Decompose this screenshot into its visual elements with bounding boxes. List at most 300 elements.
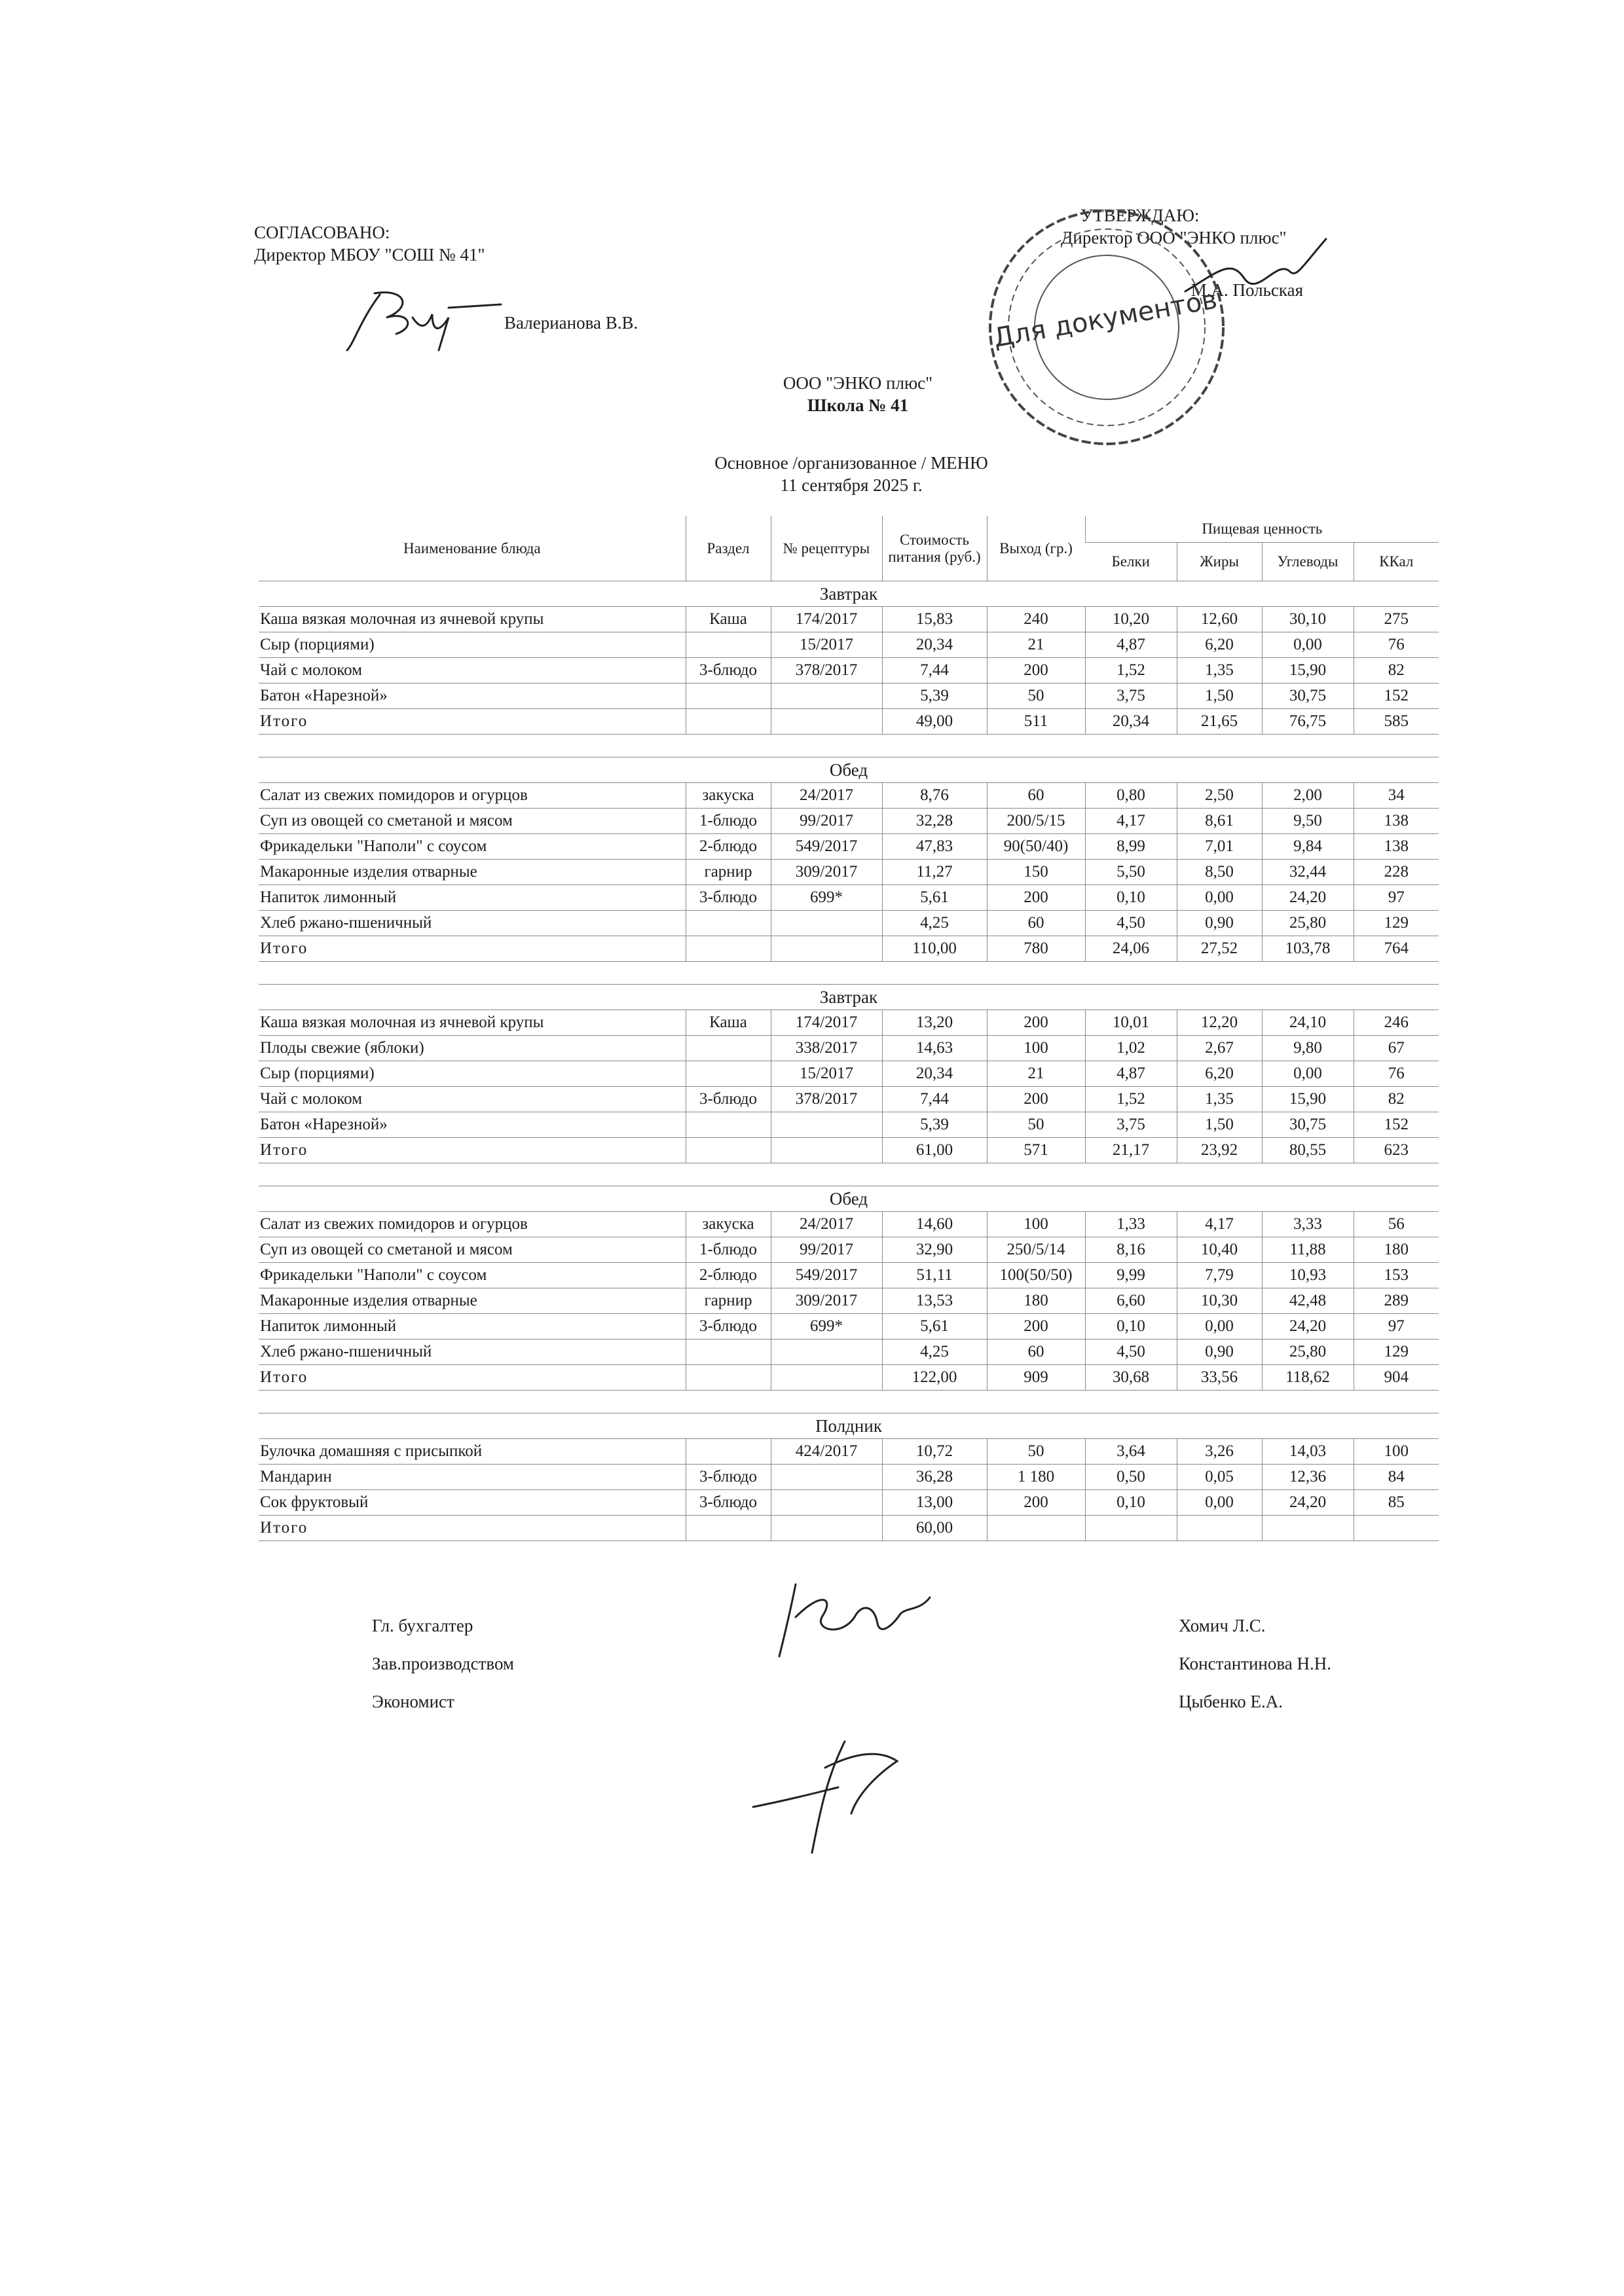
dish-recipe: 174/2017 [771,1010,882,1036]
dish-name: Чай с молоком [259,658,686,683]
dish-cost: 32,28 [882,809,987,834]
dish-yield: 200 [987,1490,1085,1516]
dish-name: Фрикадельки "Наполи" с соусом [259,1263,686,1288]
dish-yield: 250/5/14 [987,1237,1085,1263]
dish-fat: 10,30 [1177,1288,1262,1314]
dish-recipe: 15/2017 [771,1061,882,1087]
dish-cost: 13,00 [882,1490,987,1516]
dish-section: 3-блюдо [686,658,771,683]
dish-yield: 1 180 [987,1465,1085,1490]
table-row [259,1036,1439,1061]
total-fat: 33,56 [1177,1365,1262,1391]
meal-title: Обед [259,1186,1439,1212]
dish-cost: 10,72 [882,1439,987,1465]
dish-yield: 150 [987,860,1085,885]
dish-fat: 1,50 [1177,1112,1262,1138]
dish-name: Плоды свежие (яблоки) [259,1036,686,1061]
table-row [259,1465,1439,1490]
total-empty [686,1365,771,1391]
table-row [259,1112,1439,1138]
total-empty [771,936,882,962]
dish-recipe: 549/2017 [771,834,882,860]
dish-section: 1-блюдо [686,1237,771,1263]
dish-name: Суп из овощей со сметаной и мясом [259,1237,686,1263]
dish-carbs: 9,50 [1262,809,1354,834]
dish-recipe: 338/2017 [771,1036,882,1061]
col-header-kcal: ККал [1354,543,1439,581]
dish-fat: 0,00 [1177,1314,1262,1339]
dish-yield: 200/5/15 [987,809,1085,834]
company-header [655,372,1061,416]
table-row [259,1490,1439,1516]
dish-carbs: 25,80 [1262,1339,1354,1365]
total-yield: 571 [987,1138,1085,1163]
total-row [259,1138,1439,1163]
approval-left-role: Директор МБОУ "СОШ № 41" [254,245,485,264]
dish-fat: 1,35 [1177,1087,1262,1112]
dish-yield: 100 [987,1212,1085,1237]
total-empty [686,1516,771,1541]
dish-protein: 1,02 [1085,1036,1177,1061]
dish-kcal: 56 [1354,1212,1439,1237]
dish-recipe [771,1465,882,1490]
dish-recipe: 99/2017 [771,1237,882,1263]
dish-protein: 4,50 [1085,911,1177,936]
total-kcal: 623 [1354,1138,1439,1163]
spacer-row [259,735,1439,757]
meal-title: Полдник [259,1413,1439,1439]
dish-yield: 50 [987,1439,1085,1465]
dish-protein: 6,60 [1085,1288,1177,1314]
dish-yield: 90(50/40) [987,834,1085,860]
meal-header-row [259,985,1439,1010]
table-row [259,1314,1439,1339]
dish-name: Чай с молоком [259,1087,686,1112]
total-protein [1085,1516,1177,1541]
spacer-row [259,1391,1439,1413]
total-yield: 511 [987,709,1085,735]
table-row [259,1087,1439,1112]
table-row [259,834,1439,860]
dish-yield: 240 [987,607,1085,632]
dish-recipe: 15/2017 [771,632,882,658]
dish-protein: 10,20 [1085,607,1177,632]
meal-title: Обед [259,757,1439,783]
dish-protein: 4,17 [1085,809,1177,834]
dish-recipe [771,1339,882,1365]
dish-kcal: 129 [1354,911,1439,936]
dish-kcal: 97 [1354,1314,1439,1339]
col-header-recipe: № рецептуры [771,516,882,581]
dish-recipe: 174/2017 [771,607,882,632]
dish-section: закуска [686,783,771,809]
dish-section [686,1339,771,1365]
col-header-section: Раздел [686,516,771,581]
dish-section: гарнир [686,860,771,885]
dish-yield: 200 [987,1087,1085,1112]
dish-name: Сыр (порциями) [259,632,686,658]
total-empty [686,1138,771,1163]
total-empty [771,1365,882,1391]
dish-section: закуска [686,1212,771,1237]
dish-section: гарнир [686,1288,771,1314]
table-row [259,1061,1439,1087]
approval-right-role: Директор ООО "ЭНКО плюс" [1061,228,1287,247]
dish-recipe: 309/2017 [771,1288,882,1314]
dish-section: 2-блюдо [686,834,771,860]
dish-name: Сыр (порциями) [259,1061,686,1087]
dish-section: 3-блюдо [686,1314,771,1339]
dish-protein: 1,33 [1085,1212,1177,1237]
dish-carbs: 11,88 [1262,1237,1354,1263]
dish-section [686,1112,771,1138]
dish-name: Сок фруктовый [259,1490,686,1516]
dish-cost: 36,28 [882,1465,987,1490]
dish-section: Каша [686,1010,771,1036]
staff-position: Гл. бухгалтер [372,1616,473,1635]
dish-fat: 1,35 [1177,658,1262,683]
total-carbs: 103,78 [1262,936,1354,962]
total-cost: 122,00 [882,1365,987,1391]
dish-cost: 15,83 [882,607,987,632]
total-name: Итого [259,1516,686,1541]
staff-row [372,1692,1354,1730]
dish-carbs: 12,36 [1262,1465,1354,1490]
meal-header-row [259,1186,1439,1212]
dish-cost: 7,44 [882,1087,987,1112]
dish-section: 3-блюдо [686,1490,771,1516]
dish-name: Суп из овощей со сметаной и мясом [259,809,686,834]
total-empty [771,709,882,735]
total-kcal: 764 [1354,936,1439,962]
total-protein: 20,34 [1085,709,1177,735]
dish-protein: 4,87 [1085,632,1177,658]
dish-protein: 0,10 [1085,1314,1177,1339]
dish-cost: 13,20 [882,1010,987,1036]
dish-carbs: 30,75 [1262,683,1354,709]
dish-fat: 12,20 [1177,1010,1262,1036]
table-row [259,1263,1439,1288]
table-row [259,860,1439,885]
table-row [259,1010,1439,1036]
dish-fat: 10,40 [1177,1237,1262,1263]
spacer-cell [259,962,1439,985]
dish-cost: 51,11 [882,1263,987,1288]
dish-protein: 0,10 [1085,885,1177,911]
table-row [259,783,1439,809]
dish-protein: 3,75 [1085,683,1177,709]
menu-header [642,452,1061,496]
dish-carbs: 24,20 [1262,1314,1354,1339]
spacer-cell [259,735,1439,757]
menu-date: 11 сентября 2025 г. [780,475,923,495]
table-row [259,632,1439,658]
dish-cost: 14,63 [882,1036,987,1061]
dish-cost: 20,34 [882,632,987,658]
dish-carbs: 10,93 [1262,1263,1354,1288]
meal-title: Завтрак [259,581,1439,607]
dish-carbs: 25,80 [1262,911,1354,936]
dish-kcal: 76 [1354,1061,1439,1087]
dish-kcal: 138 [1354,834,1439,860]
dish-name: Каша вязкая молочная из ячневой крупы [259,607,686,632]
dish-carbs: 30,10 [1262,607,1354,632]
company-name: ООО "ЭНКО плюс" [783,373,933,393]
total-carbs: 80,55 [1262,1138,1354,1163]
total-row [259,936,1439,962]
table-row [259,911,1439,936]
dish-kcal: 246 [1354,1010,1439,1036]
dish-kcal: 67 [1354,1036,1439,1061]
dish-protein: 5,50 [1085,860,1177,885]
dish-cost: 5,61 [882,885,987,911]
dish-name: Батон «Нарезной» [259,1112,686,1138]
dish-cost: 13,53 [882,1288,987,1314]
dish-protein: 10,01 [1085,1010,1177,1036]
dish-recipe: 24/2017 [771,1212,882,1237]
dish-section: 1-блюдо [686,809,771,834]
dish-kcal: 152 [1354,1112,1439,1138]
dish-fat: 1,50 [1177,683,1262,709]
dish-carbs: 15,90 [1262,1087,1354,1112]
table-row [259,683,1439,709]
dish-fat: 4,17 [1177,1212,1262,1237]
dish-carbs: 24,20 [1262,1490,1354,1516]
col-header-name: Наименование блюда [259,516,686,581]
staff-row [372,1616,1354,1654]
col-header-nutrition: Пищевая ценность [1085,516,1439,543]
dish-carbs: 2,00 [1262,783,1354,809]
dish-kcal: 34 [1354,783,1439,809]
staff-row [372,1654,1354,1692]
dish-protein: 4,87 [1085,1061,1177,1087]
dish-protein: 0,50 [1085,1465,1177,1490]
dish-recipe [771,683,882,709]
dish-cost: 5,61 [882,1314,987,1339]
dish-fat: 2,67 [1177,1036,1262,1061]
dish-protein: 9,99 [1085,1263,1177,1288]
total-name: Итого [259,936,686,962]
dish-carbs: 0,00 [1262,632,1354,658]
total-cost: 110,00 [882,936,987,962]
dish-kcal: 82 [1354,658,1439,683]
total-row [259,1516,1439,1541]
dish-section [686,1036,771,1061]
dish-name: Салат из свежих помидоров и огурцов [259,783,686,809]
dish-name: Напиток лимонный [259,885,686,911]
signature-left [334,282,504,354]
total-kcal [1354,1516,1439,1541]
dish-protein: 1,52 [1085,658,1177,683]
total-fat: 27,52 [1177,936,1262,962]
meal-header-row [259,1413,1439,1439]
dish-yield: 50 [987,1112,1085,1138]
dish-fat: 3,26 [1177,1439,1262,1465]
dish-name: Макаронные изделия отварные [259,860,686,885]
table-row [259,607,1439,632]
dish-name: Мандарин [259,1465,686,1490]
meal-header-row [259,757,1439,783]
total-kcal: 585 [1354,709,1439,735]
col-header-yield: Выход (гр.) [987,516,1085,581]
col-header-carbs: Углеводы [1262,543,1354,581]
dish-carbs: 32,44 [1262,860,1354,885]
dish-carbs: 24,20 [1262,885,1354,911]
dish-cost: 7,44 [882,658,987,683]
dish-name: Напиток лимонный [259,1314,686,1339]
total-protein: 21,17 [1085,1138,1177,1163]
col-header-cost: Стоимость питания (руб.) [882,516,987,581]
table-row [259,1339,1439,1365]
spacer-cell [259,1163,1439,1186]
school-name: Школа № 41 [807,395,909,415]
dish-fat: 6,20 [1177,632,1262,658]
staff-name: Хомич Л.С. [1179,1616,1266,1635]
dish-cost: 47,83 [882,834,987,860]
menu-table [259,516,1439,1541]
menu-body [259,581,1439,1541]
dish-fat: 2,50 [1177,783,1262,809]
table-row [259,658,1439,683]
total-cost: 60,00 [882,1516,987,1541]
approval-left-name: Валерианова В.В. [504,313,638,333]
approval-right-name: М.А. Польская [1190,280,1303,300]
dish-fat: 7,79 [1177,1263,1262,1288]
spacer-cell [259,1391,1439,1413]
dish-yield: 21 [987,632,1085,658]
dish-name: Батон «Нарезной» [259,683,686,709]
dish-kcal: 275 [1354,607,1439,632]
total-protein: 30,68 [1085,1365,1177,1391]
total-empty [771,1138,882,1163]
dish-name: Макаронные изделия отварные [259,1288,686,1314]
dish-fat: 8,61 [1177,809,1262,834]
total-yield: 909 [987,1365,1085,1391]
total-carbs [1262,1516,1354,1541]
total-name: Итого [259,709,686,735]
dish-kcal: 153 [1354,1263,1439,1288]
dish-section: 3-блюдо [686,1465,771,1490]
staff-block [372,1616,1354,1730]
dish-kcal: 97 [1354,885,1439,911]
dish-name: Хлеб ржано-пшеничный [259,1339,686,1365]
dish-recipe: 24/2017 [771,783,882,809]
dish-fat: 8,50 [1177,860,1262,885]
dish-fat: 0,90 [1177,911,1262,936]
table-row [259,1288,1439,1314]
dish-name: Каша вязкая молочная из ячневой крупы [259,1010,686,1036]
total-fat: 23,92 [1177,1138,1262,1163]
dish-recipe: 378/2017 [771,1087,882,1112]
dish-protein: 8,99 [1085,834,1177,860]
dish-carbs: 0,00 [1262,1061,1354,1087]
dish-fat: 7,01 [1177,834,1262,860]
total-protein: 24,06 [1085,936,1177,962]
total-fat [1177,1516,1262,1541]
table-row [259,1212,1439,1237]
dish-fat: 6,20 [1177,1061,1262,1087]
dish-fat: 0,05 [1177,1465,1262,1490]
dish-name: Хлеб ржано-пшеничный [259,911,686,936]
dish-kcal: 138 [1354,809,1439,834]
meal-title: Завтрак [259,985,1439,1010]
dish-recipe [771,1490,882,1516]
dish-protein: 3,64 [1085,1439,1177,1465]
approval-left-title: СОГЛАСОВАНО: [254,223,390,242]
dish-yield: 60 [987,911,1085,936]
total-cost: 61,00 [882,1138,987,1163]
dish-recipe [771,911,882,936]
dish-kcal: 84 [1354,1465,1439,1490]
total-fat: 21,65 [1177,709,1262,735]
total-carbs: 118,62 [1262,1365,1354,1391]
spacer-row [259,962,1439,985]
dish-cost: 20,34 [882,1061,987,1087]
dish-protein: 0,10 [1085,1490,1177,1516]
dish-kcal: 76 [1354,632,1439,658]
dish-recipe: 309/2017 [771,860,882,885]
dish-carbs: 14,03 [1262,1439,1354,1465]
total-name: Итого [259,1365,686,1391]
dish-fat: 12,60 [1177,607,1262,632]
dish-section [686,1439,771,1465]
menu-title: Основное /организованное / МЕНЮ [714,453,988,473]
dish-yield: 200 [987,1010,1085,1036]
total-yield: 780 [987,936,1085,962]
dish-section [686,911,771,936]
spacer-row [259,1163,1439,1186]
meal-header-row [259,581,1439,607]
staff-name: Константинова Н.Н. [1179,1654,1331,1673]
dish-cost: 14,60 [882,1212,987,1237]
dish-name: Фрикадельки "Наполи" с соусом [259,834,686,860]
total-cost: 49,00 [882,709,987,735]
dish-yield: 100 [987,1036,1085,1061]
dish-yield: 200 [987,1314,1085,1339]
dish-carbs: 42,48 [1262,1288,1354,1314]
dish-carbs: 15,90 [1262,658,1354,683]
total-kcal: 904 [1354,1365,1439,1391]
col-header-fat: Жиры [1177,543,1262,581]
dish-carbs: 24,10 [1262,1010,1354,1036]
dish-protein: 0,80 [1085,783,1177,809]
total-empty [686,709,771,735]
table-row [259,809,1439,834]
dish-cost: 4,25 [882,911,987,936]
dish-carbs: 30,75 [1262,1112,1354,1138]
dish-cost: 5,39 [882,1112,987,1138]
total-carbs: 76,75 [1262,709,1354,735]
dish-kcal: 228 [1354,860,1439,885]
dish-carbs: 9,84 [1262,834,1354,860]
dish-kcal: 82 [1354,1087,1439,1112]
signature-economist [747,1728,910,1859]
dish-carbs: 9,80 [1262,1036,1354,1061]
dish-yield: 60 [987,783,1085,809]
dish-cost: 4,25 [882,1339,987,1365]
dish-recipe: 699* [771,1314,882,1339]
dish-yield: 200 [987,658,1085,683]
dish-recipe: 549/2017 [771,1263,882,1288]
dish-fat: 0,90 [1177,1339,1262,1365]
dish-yield: 180 [987,1288,1085,1314]
dish-section [686,632,771,658]
dish-recipe: 99/2017 [771,809,882,834]
dish-cost: 11,27 [882,860,987,885]
total-row [259,1365,1439,1391]
dish-protein: 8,16 [1085,1237,1177,1263]
dish-recipe: 699* [771,885,882,911]
